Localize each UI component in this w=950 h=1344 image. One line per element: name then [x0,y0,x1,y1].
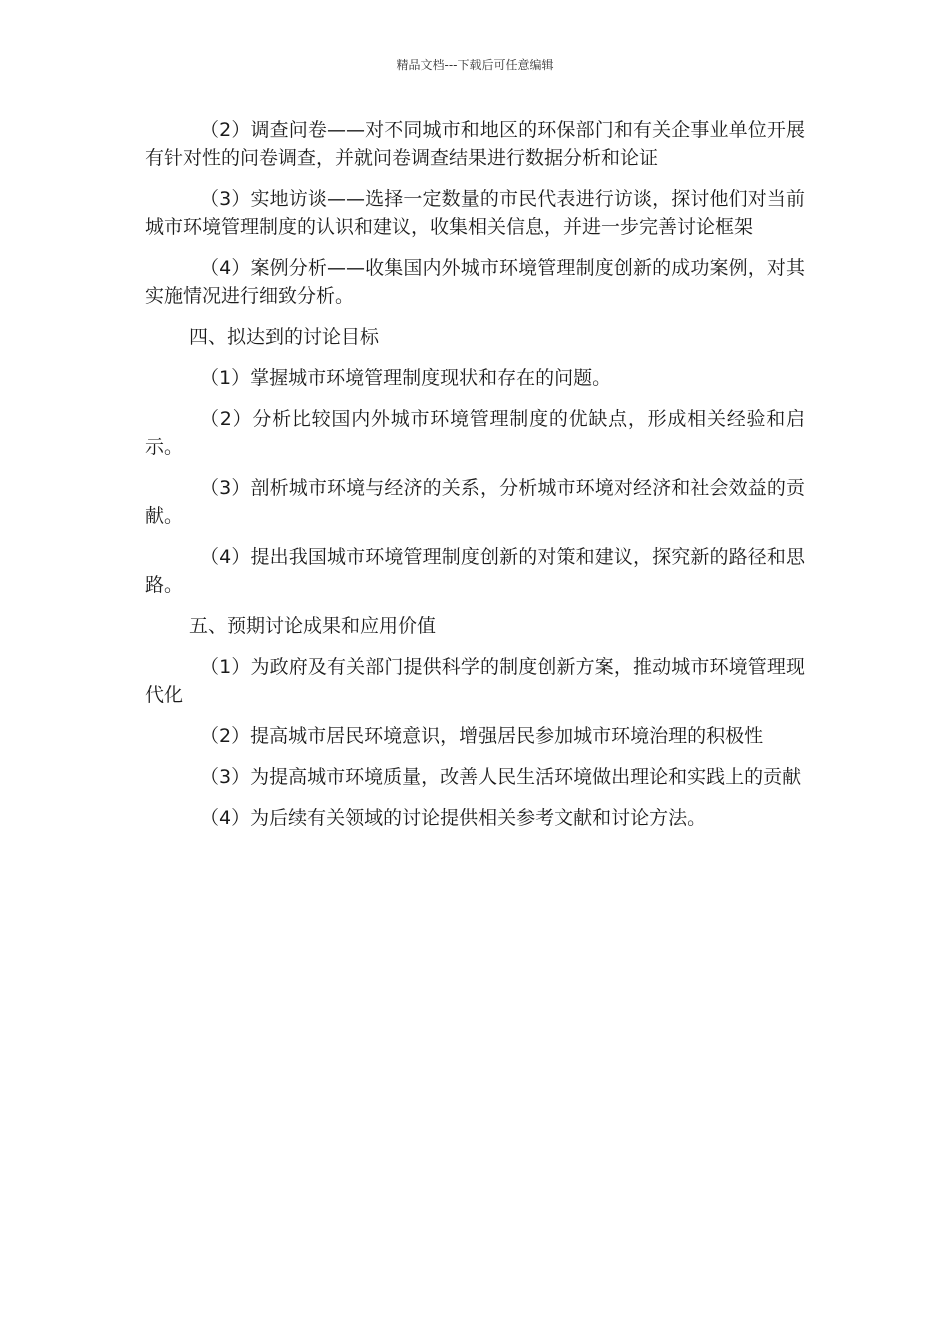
paragraph-method-case-study: （4）案例分析——收集国内外城市环境管理制度创新的成功案例，对其实施情况进行细致分析。 [145,257,805,307]
paragraph-goal-4: （4）提出我国城市环境管理制度创新的对策和建议，探究新的路径和思路。 [145,546,805,596]
paragraph-method-interview: （3）实地访谈——选择一定数量的市民代表进行访谈，探讨他们对当前城市环境管理制度的认识和建议，收集相关信息，并进一步完善讨论框架 [145,188,805,238]
page-header: 精品文档---下载后可任意编辑 [396,58,554,72]
paragraph-outcome-2: （2）提高城市居民环境意识，增强居民参加城市环境治理的积极性 [200,725,764,747]
paragraph-outcome-4: （4）为后续有关领域的讨论提供相关参考文献和讨论方法。 [200,807,707,829]
section-heading-outcomes: 五、预期讨论成果和应用价值 [189,615,437,637]
paragraph-goal-3: （3）剖析城市环境与经济的关系，分析城市环境对经济和社会效益的贡献。 [145,477,805,527]
section-heading-goals: 四、拟达到的讨论目标 [189,326,380,348]
document-body [145,116,805,845]
paragraph-goal-2: （2）分析比较国内外城市环境管理制度的优缺点，形成相关经验和启示。 [145,408,805,458]
paragraph-outcome-3: （3）为提高城市环境质量，改善人民生活环境做出理论和实践上的贡献 [200,766,802,788]
paragraph-method-survey: （2）调查问卷——对不同城市和地区的环保部门和有关企事业单位开展有针对性的问卷调查，并就问卷调查结果进行数据分析和论证 [145,119,805,169]
paragraph-goal-1: （1）掌握城市环境管理制度现状和存在的问题。 [200,367,612,389]
paragraph-outcome-1: （1）为政府及有关部门提供科学的制度创新方案，推动城市环境管理现代化 [145,656,805,706]
